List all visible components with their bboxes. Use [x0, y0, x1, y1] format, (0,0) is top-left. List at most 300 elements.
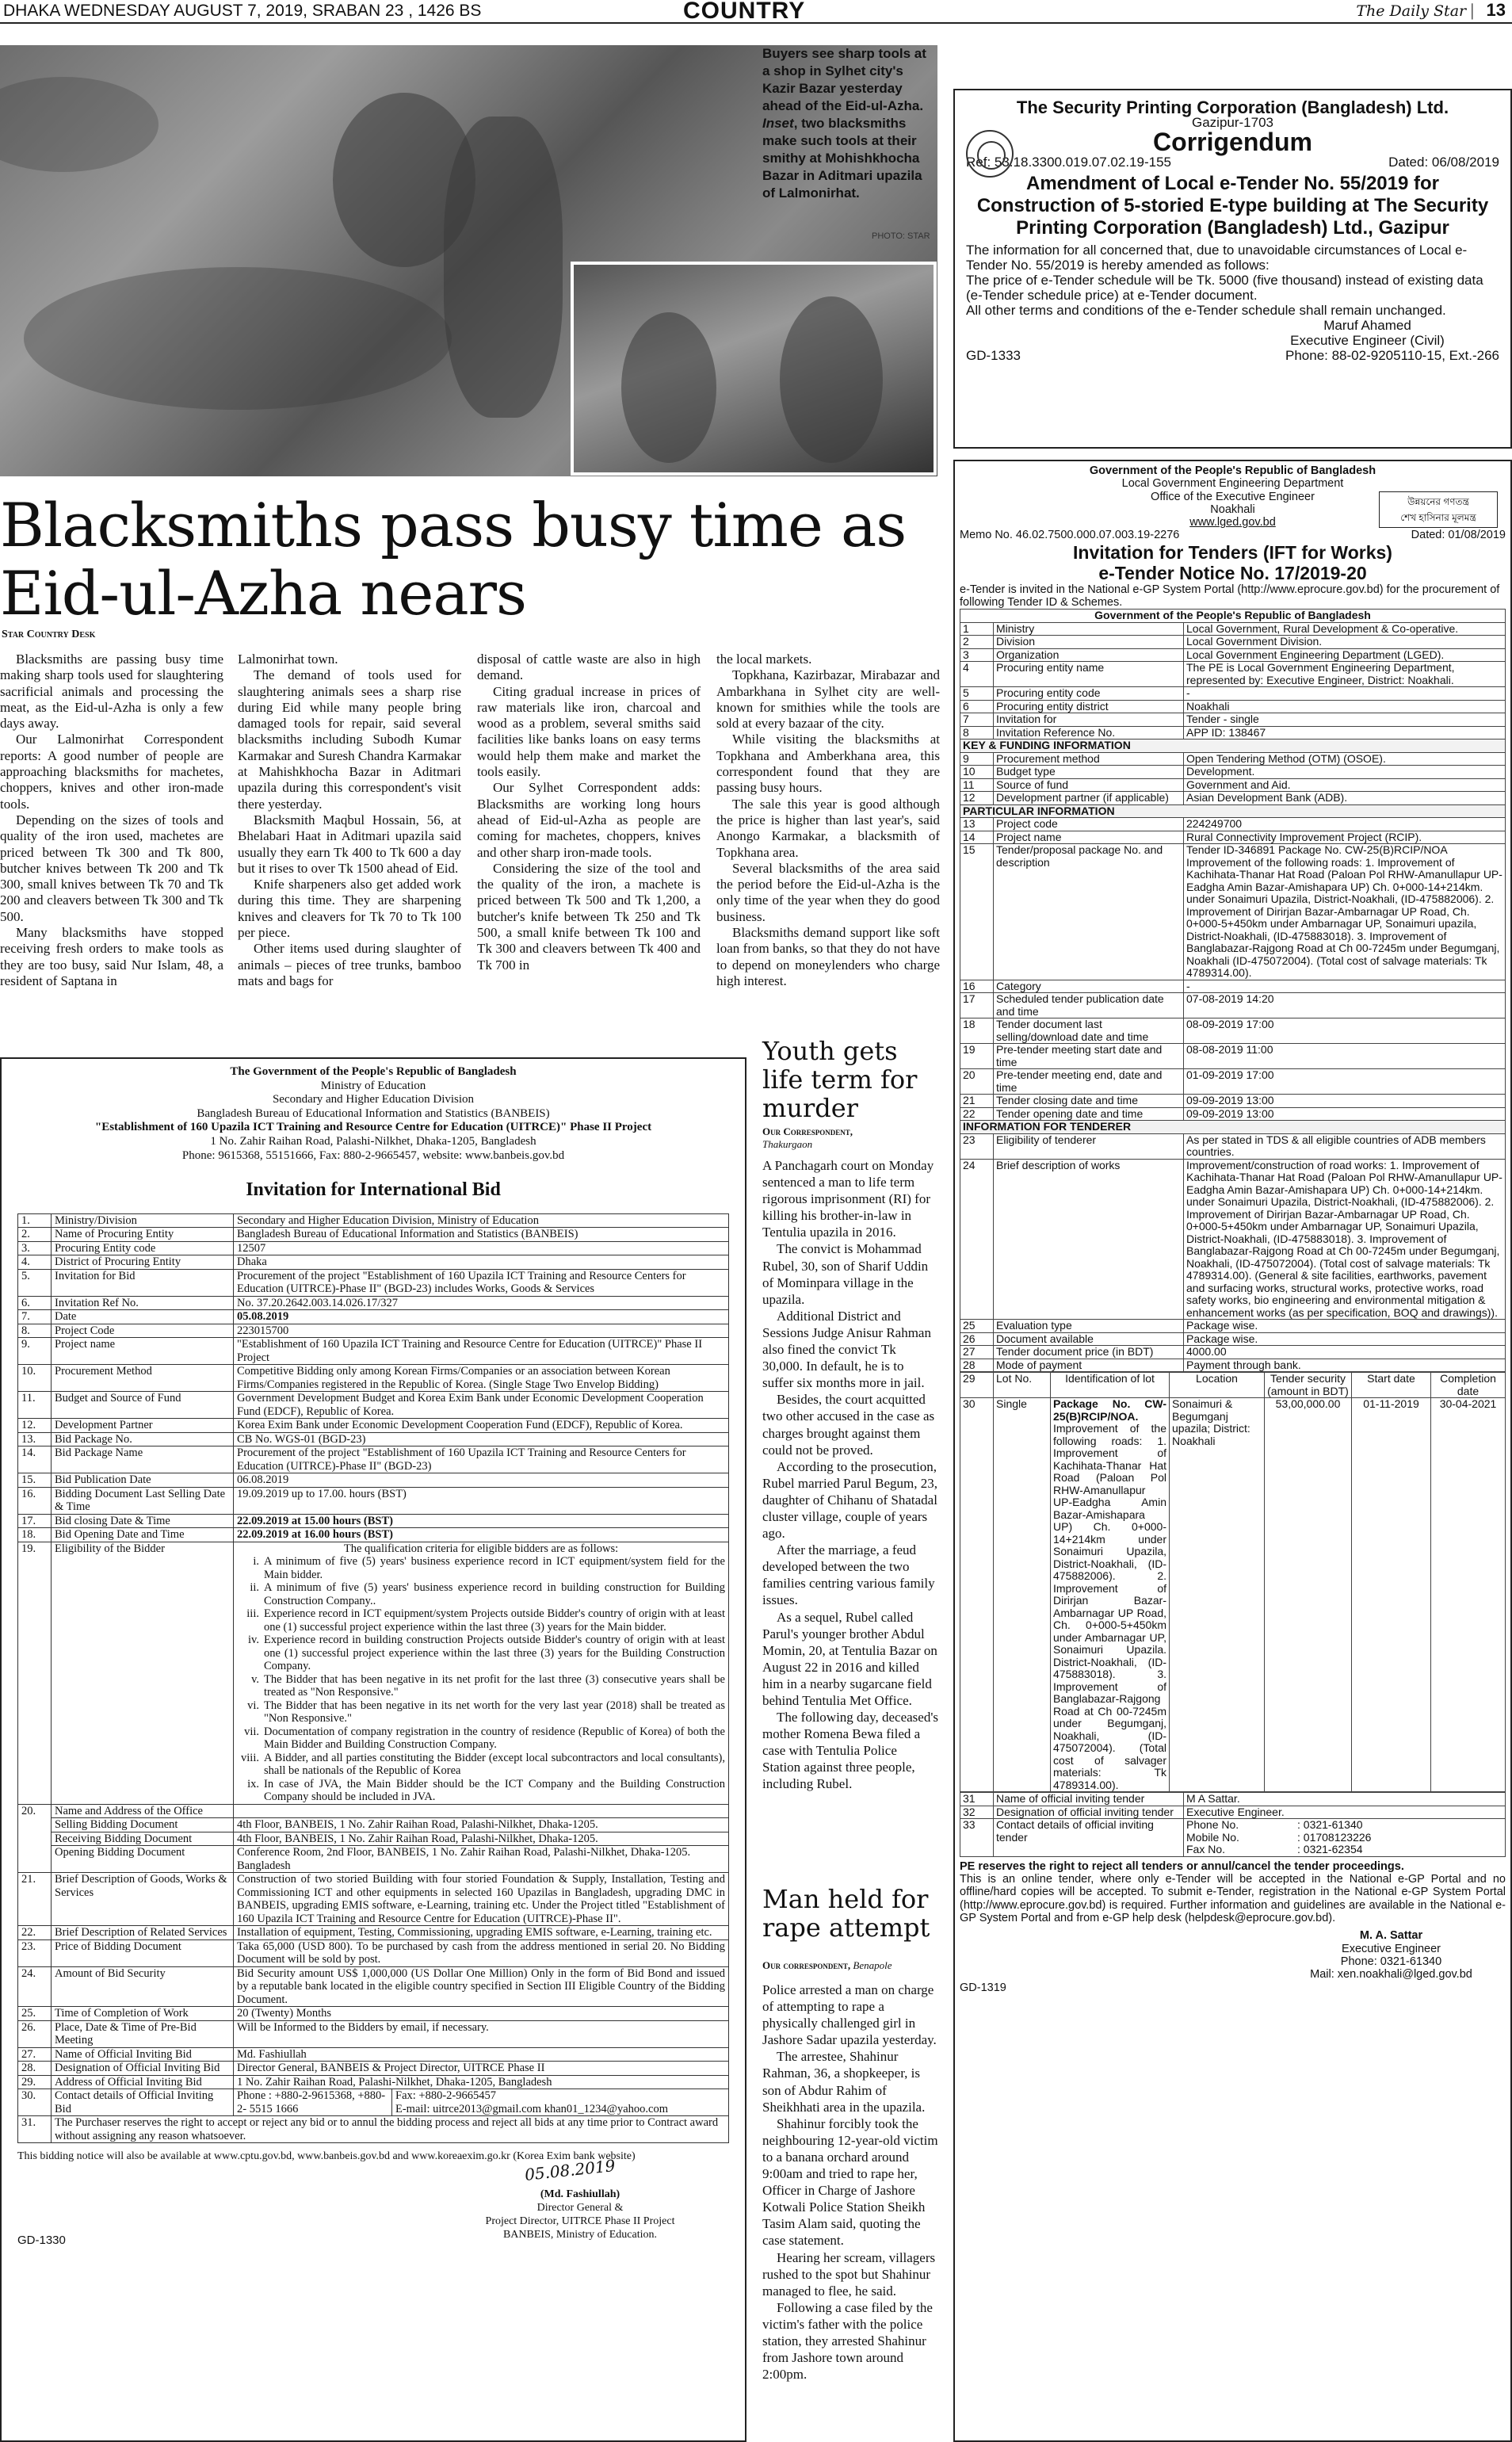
table-cell: Name and Address of the Office	[52, 1804, 234, 1818]
table-cell: Lot No.	[994, 1373, 1051, 1398]
table-cell: 26.	[18, 2020, 52, 2047]
table-cell: Phone No. : 0321-61340 Mobile No. : 01708123226 Fax No. : 0321-62354	[1184, 1819, 1506, 1857]
table-row	[18, 1338, 729, 1365]
table-row	[18, 1365, 729, 1392]
lged-h3: Office of the Executive Engineer	[1151, 490, 1315, 503]
table-row	[960, 1095, 1506, 1108]
table-cell: 22	[960, 1107, 994, 1121]
table-cell: Bangladesh Bureau of Educational Information and Statistics (BANBEIS)	[234, 1228, 729, 1242]
lged-website[interactable]: www.lged.gov.bd	[1189, 516, 1276, 529]
rape-body	[762, 1981, 938, 2383]
table-cell: 224249700	[1184, 818, 1506, 831]
table-cell: KEY & FUNDING INFORMATION	[960, 739, 1506, 753]
table-cell: Start date	[1352, 1373, 1431, 1398]
table-cell: Budget and Source of Fund	[52, 1392, 234, 1419]
table-cell: 15	[960, 844, 994, 980]
table-row	[960, 648, 1506, 662]
table-cell: Phone : +880-2-9615368, +880-2- 5515 1666	[234, 2089, 392, 2116]
lged-title: Invitation for Tenders (IFT for Works)	[1073, 541, 1392, 563]
table-cell: 09-09-2019 13:00	[1184, 1095, 1506, 1108]
table-row	[18, 1804, 729, 1818]
table-cell: Organization	[994, 648, 1184, 662]
lged-tender-ad	[953, 460, 1512, 2442]
table-row	[960, 818, 1506, 831]
ban-h5: "Establishment of 160 Upazila ICT Training and Resource Centre for Education (UITRCE)" Phase II Project	[94, 1121, 652, 1134]
table-cell: 01-11-2019	[1352, 1398, 1431, 1792]
table-cell: 6	[960, 700, 994, 713]
lged-code: GD-1319	[960, 1981, 1006, 1994]
table-row	[960, 1359, 1506, 1372]
table-row	[960, 636, 1506, 649]
table-row	[18, 1542, 729, 1804]
table-cell: 28	[960, 1359, 994, 1372]
table-cell: Budget type	[994, 766, 1184, 779]
table-cell: Director General, BANBEIS & Project Director, UITRCE Phase II	[234, 2062, 729, 2076]
table-cell: 25.	[18, 2007, 52, 2021]
table-cell: Contact details of official inviting tender	[994, 1819, 1184, 1857]
table-cell: 16.	[18, 1487, 52, 1514]
table-cell: Md. Fashiullah	[234, 2047, 729, 2062]
table-row	[960, 1332, 1506, 1346]
corr-date: Dated: 06/08/2019	[1388, 155, 1499, 170]
table-row	[960, 766, 1506, 779]
table-cell: Time of Completion of Work	[52, 2007, 234, 2021]
table-row	[18, 2007, 729, 2021]
table-row	[960, 1806, 1506, 1819]
table-cell: Procuring entity code	[994, 687, 1184, 701]
article-column-2	[238, 652, 461, 989]
lged-table-end	[960, 1792, 1506, 1857]
table-cell: INFORMATION FOR TENDERER	[960, 1121, 1506, 1134]
corr-sign-title: Executive Engineer (Civil)	[1290, 333, 1445, 348]
table-cell: Selling Bidding Document	[52, 1818, 234, 1832]
corr-title: Corrigendum	[1153, 128, 1312, 156]
youth-headline: Youth gets life term for murder	[762, 1036, 918, 1123]
table-row	[18, 2089, 729, 2116]
table-cell: Pre-tender meeting end, date and time	[994, 1069, 1184, 1095]
table-cell: Conference Room, 2nd Floor, BANBEIS, 1 No. Zahir Raihan Road, Palashi-Nilkhet, Dhaka-1205. Bangladesh	[234, 1846, 729, 1873]
lged-sign-title: Executive Engineer	[1342, 1942, 1441, 1955]
table-row	[960, 1121, 1506, 1134]
table-cell: Brief description of works	[994, 1159, 1184, 1320]
table-cell: Tender closing date and time	[994, 1095, 1184, 1108]
table-cell: Invitation Reference No.	[994, 726, 1184, 739]
table-row	[960, 831, 1506, 844]
table-cell: CB No. WGS-01 (BGD-23)	[234, 1432, 729, 1446]
table-cell: 05.08.2019	[234, 1310, 729, 1324]
table-cell: 6.	[18, 1296, 52, 1310]
table-cell: The PE is Local Government Engineering Department, represented by: Executive Engineer, District: Noakhali.	[1184, 662, 1506, 687]
table-cell: 1 No. Zahir Raihan Road, Palashi-Nilkhet, Dhaka-1205, Bangladesh	[234, 2075, 729, 2089]
table-row	[18, 2116, 729, 2143]
table-cell: 25	[960, 1320, 994, 1333]
lged-lot-table	[960, 1372, 1506, 1792]
table-cell: 06.08.2019	[234, 1473, 729, 1488]
table-cell: Procuring Entity code	[52, 1241, 234, 1255]
table-cell: Designation of official inviting tender	[994, 1806, 1184, 1819]
table-cell: Invitation for	[994, 713, 1184, 727]
table-cell: Opening Bidding Document	[52, 1846, 234, 1873]
table-cell: Ministry/Division	[52, 1213, 234, 1228]
table-row	[18, 1419, 729, 1433]
table-cell: Location	[1170, 1373, 1265, 1398]
table-cell: Open Tendering Method (OTM) (OSOE).	[1184, 752, 1506, 766]
table-cell: Amount of Bid Security	[52, 1966, 234, 2007]
paragraph: Shahinur forcibly took the neighbouring 12-year-old victim to a banana orchard around 9:00am and tried to rape her, Officer in Charge of Jashore Kotwali Police Station Sheikh Tasim Alam said, quoting the case statement.	[762, 2115, 938, 2249]
masthead-date: DHAKA WEDNESDAY AUGUST 7, 2019, SRABAN 23 , 1426 BS	[3, 2, 482, 20]
ban-signature-date: 05.08.2019	[523, 2155, 617, 2184]
table-cell: Payment through bank.	[1184, 1359, 1506, 1372]
paragraph: As a sequel, Rubel called Parul's younger brother Abdul Momin, 20, at Tentulia Bazar on August 22 in 2016 and killed him in a nearby sugarcane field behind Tentulia Met Office.	[762, 1609, 937, 1708]
table-cell: 1.	[18, 1213, 52, 1228]
table-cell: Government Development Budget and Korea Exim Bank under Economic Development Cooperation Fund (EDCF), Republic of Korea.	[234, 1392, 729, 1419]
paragraph: Lalmonirhat town.	[238, 652, 338, 667]
table-cell: 23	[960, 1133, 994, 1159]
table-cell: 223015700	[234, 1324, 729, 1338]
table-cell: 21.	[18, 1873, 52, 1926]
table-cell: Category	[994, 980, 1184, 993]
table-cell: As per stated in TDS & all eligible countries of ADB members countries.	[1184, 1133, 1506, 1159]
table-cell: Place, Date & Time of Pre-Bid Meeting	[52, 2020, 234, 2047]
paragraph: The following day, deceased's mother Romena Bewa filed a case with Tentulia Police Station against three people, including Rubel.	[762, 1710, 938, 1792]
table-cell: Name of official inviting tender	[994, 1793, 1184, 1806]
seal-icon	[966, 130, 1014, 178]
table-row	[18, 1528, 729, 1542]
corr-para-2: The price of e-Tender schedule will be Tk. 5000 (five thousand) instead of existing data (e-Tender schedule price) at e-Tender document.	[966, 273, 1483, 303]
table-cell: 12.	[18, 1419, 52, 1433]
ban-h1: The Government of the People's Republic of Bangladesh	[230, 1065, 517, 1078]
table-cell: Tender document price (in BDT)	[994, 1346, 1184, 1359]
table-cell: 31	[960, 1793, 994, 1806]
paragraph: The demand of tools used for slaughtering animals sees a sharp rise during Eid while many people bring damaged tools for repair, said several blacksmiths including Subodh Kumar Karmakar and Suresh Chandra Karmakar at Mahishkhocha Bazar in Aditmari upazila during this correspondent's visit there yesterday.	[238, 667, 461, 812]
table-cell: 7.	[18, 1310, 52, 1324]
table-cell: 22.	[18, 1926, 52, 1940]
table-cell: Dhaka	[234, 1255, 729, 1270]
corr-phone: Phone: 88-02-9205110-15, Ext.-266	[1285, 348, 1499, 363]
table-row	[960, 1044, 1506, 1069]
table-row	[960, 662, 1506, 687]
table-cell: 4000.00	[1184, 1346, 1506, 1359]
table-cell: 4th Floor, BANBEIS, 1 No. Zahir Raihan Road, Palashi-Nilkhet, Dhaka-1205.	[234, 1832, 729, 1846]
table-cell: 8.	[18, 1324, 52, 1338]
table-cell: Pre-tender meeting start date and time	[994, 1044, 1184, 1069]
table-cell: Development.	[1184, 766, 1506, 779]
paragraph: After the marriage, a feud developed between the two families centring various family issues.	[762, 1542, 935, 1608]
article-column-3	[477, 652, 701, 973]
rape-headline: Man held for rape attempt	[762, 1884, 930, 1943]
table-row	[960, 610, 1506, 623]
table-cell: 4th Floor, BANBEIS, 1 No. Zahir Raihan Road, Palashi-Nilkhet, Dhaka-1205.	[234, 1818, 729, 1832]
table-cell: 09-09-2019 13:00	[1184, 1107, 1506, 1121]
table-cell: 8	[960, 726, 994, 739]
corr-para-1: The information for all concerned that, due to unavoidable circumstances of Local e-Tender No. 55/2019 is hereby amended as follows:	[966, 243, 1468, 273]
corr-ref: Ref: 53.18.3300.019.07.02.19-155	[966, 155, 1171, 170]
table-row	[960, 993, 1506, 1018]
youth-body	[762, 1157, 938, 1793]
youth-byline: Our Correspondent, Thakurgaon	[762, 1125, 853, 1150]
lged-logo: উন্নয়নের গণতন্ত্র শেখ হাসিনার মূলমন্ত্র	[1379, 491, 1498, 528]
table-cell: District of Procuring Entity	[52, 1255, 234, 1270]
table-row	[18, 1241, 729, 1255]
table-cell: Taka 65,000 (USD 800). To be purchased by cash from the address mentioned in serial 20. No Bidding Document will be sold by post.	[234, 1939, 729, 1966]
table-cell: Bid Publication Date	[52, 1473, 234, 1488]
corr-sign-name: Maruf Ahamed	[1323, 318, 1411, 333]
table-cell: Noakhali	[1184, 700, 1506, 713]
table-cell: Government of the People's Republic of Bangladesh	[960, 610, 1506, 623]
table-row	[960, 844, 1506, 980]
table-row	[960, 752, 1506, 766]
table-cell: 14.	[18, 1446, 52, 1473]
table-row	[18, 1296, 729, 1310]
paragraph: Hearing her scream, villagers rushed to the spot but Shahinur managed to flee, he said.	[762, 2249, 936, 2299]
paragraph: The sale this year is good although the price is higher than last year's, said Anongo Karmakar, a blacksmith of Topkhana area.	[716, 796, 940, 860]
masthead	[0, 0, 1512, 24]
table-cell: Secondary and Higher Education Division, Ministry of Education	[234, 1213, 729, 1228]
table-row	[960, 1819, 1506, 1857]
table-cell: Receiving Bidding Document	[52, 1832, 234, 1846]
table-cell: Procurement method	[994, 752, 1184, 766]
table-cell: 53,00,000.00	[1265, 1398, 1352, 1792]
table-cell: Scheduled tender publication date and time	[994, 993, 1184, 1018]
table-cell: Package wise.	[1184, 1332, 1506, 1346]
table-row	[960, 1107, 1506, 1121]
table-cell: Identification of lot	[1051, 1373, 1170, 1398]
table-row	[18, 2075, 729, 2089]
table-cell: 9	[960, 752, 994, 766]
ban-footer: This bidding notice will also be available at www.cptu.gov.bd, www.banbeis.gov.bd and www.koreaexim.go.kr (Korea Exim bank website)	[17, 2150, 636, 2163]
lged-h4: Noakhali	[1210, 503, 1255, 516]
table-cell: M A Sattar.	[1184, 1793, 1506, 1806]
table-row	[960, 713, 1506, 727]
photo-caption: Buyers see sharp tools at a shop in Sylhet city's Kazir Bazar yesterday ahead of the Eid-ul-Azha. Inset, two blacksmiths make such tools at their smithy at Mohishkhocha Bazar in Aditmari upazila of Lalmonirhat.	[762, 46, 926, 201]
table-row	[960, 1159, 1506, 1320]
table-cell: 24.	[18, 1966, 52, 2007]
table-cell: 13	[960, 818, 994, 831]
table-row	[18, 1446, 729, 1473]
table-row	[960, 739, 1506, 753]
table-cell: Eligibility of the Bidder	[52, 1542, 234, 1804]
table-row	[960, 1793, 1506, 1806]
table-cell: Fax: +880-2-9665457 E-mail: uitrce2013@gmail.com khan01_1234@yahoo.com	[392, 2089, 729, 2116]
table-row	[18, 1966, 729, 2007]
table-cell: Package No. CW-25(B)RCIP/NOA. Improvement of the following roads: 1. Improvement of Kachihata-Thanar Hat Road (Paloan Pol RHW-Amanullapur UP-Eadgha Amin Bazar-Amishapara UP) Ch. 0+000-14+214km under Sonaimuri Upazila, District-Noakhali, (ID-475882006). 2. Improvement of Dirirjan Bazar-Ambarnagar UP Road, Ch. 0+000-5+450km under Ambarnagar UP, Sonaimuri Upazila. District-Noakhali, (ID-475883018). 3. Improvement of Banglabazar-Rajgong Road at Ch 00-7245m under Begumganj, Noakhali, (ID-475072004). (Total cost of salvager materials: Tk 4789314.00).	[1051, 1398, 1170, 1792]
table-cell: Source of fund	[994, 778, 1184, 792]
table-cell: 19	[960, 1044, 994, 1069]
table-cell: 27.	[18, 2047, 52, 2062]
paragraph: Considering the size of the tool and the quality of the iron, a machete is priced between Tk 500 and Tk 1,200, a butcher's knife between Tk 250 and Tk 500, a small knife between Tk 100 and Tk 300 and cleavers between Tk 400 and Tk 700 in	[477, 860, 701, 973]
table-cell: Project name	[994, 831, 1184, 844]
table-cell: Tender opening date and time	[994, 1107, 1184, 1121]
table-cell: Eligibility of tenderer	[994, 1133, 1184, 1159]
table-row	[18, 1473, 729, 1488]
table-cell: Name of Procuring Entity	[52, 1228, 234, 1242]
table-row	[960, 622, 1506, 636]
table-row	[960, 980, 1506, 993]
lged-sign-name: M. A. Sattar	[1359, 1929, 1423, 1943]
table-cell: Competitive Bidding only among Korean Firms/Companies or an association between Korean Firms/Companies registered in the Republic of Korea. (Single Stage Two Envelop Bidding)	[234, 1365, 729, 1392]
table-cell: Price of Bidding Document	[52, 1939, 234, 1966]
paragraph: Depending on the sizes of tools and quality of the iron used, machetes are priced between Tk 300 and Tk 800, butcher knives between Tk 200 and Tk 300, small knives between Tk 70 and Tk 200 and cleavers between Tk 300 and Tk 500.	[0, 812, 223, 924]
ban-h2: Ministry of Education	[320, 1079, 426, 1092]
table-row	[960, 1373, 1506, 1398]
table-cell: Date	[52, 1310, 234, 1324]
paragraph: According to the prosecution, Rubel married Parul Begum, 23, daughter of Chihanu of Shatadal cluster village, couple of years ago.	[762, 1458, 937, 1542]
table-cell: 19.	[18, 1542, 52, 1804]
section-title: COUNTRY	[683, 0, 806, 24]
table-cell: 26	[960, 1332, 994, 1346]
table-cell: The Purchaser reserves the right to accept or reject any bid or to annul the bidding process and reject all bids at any time prior to Contract award without assigning any reason whatsoever.	[52, 2116, 729, 2143]
corr-place: Gazipur-1703	[1191, 115, 1273, 130]
table-cell: 08-08-2019 11:00	[1184, 1044, 1506, 1069]
table-cell: -	[1184, 687, 1506, 701]
table-cell: Sonaimuri & Begumganj upazila; District: Noakhali	[1170, 1398, 1265, 1792]
table-cell: APP ID: 138467	[1184, 726, 1506, 739]
page-number: 13	[1486, 0, 1506, 20]
table-cell: Address of Official Inviting Bid	[52, 2075, 234, 2089]
table-row	[18, 1228, 729, 1242]
paragraph: Citing gradual increase in prices of raw materials like iron, charcoal and wood as a problem, several smiths said facilities like banks loans on easy terms would help them make and market the tools easily.	[477, 683, 701, 780]
table-row	[18, 1213, 729, 1228]
table-cell: 12	[960, 792, 994, 805]
table-cell: 21	[960, 1095, 994, 1108]
table-row	[18, 1818, 729, 1832]
paragraph: Police arrested a man on charge of attempting to rape a physically challenged girl in Jashore Sadar upazila yesterday.	[762, 1982, 937, 2048]
table-row	[960, 687, 1506, 701]
table-cell: Tender/proposal package No. and description	[994, 844, 1184, 980]
table-cell: Procuring entity name	[994, 662, 1184, 687]
paragraph: Blacksmith Maqbul Hossain, 56, at Bhelabari Haat in Aditmari upazila said usually they earn Tk 400 to Tk 600 a day but it rises to over Tk 1500 ahead of Eid.	[238, 812, 461, 876]
paragraph: Topkhana, Kazirbazar, Mirabazar and Ambarkhana in Sylhet city are well-known for smithies while the tools are sold at every bazaar of the city.	[716, 667, 940, 732]
table-cell: Procurement of the project "Establishment of 160 Upazila ICT Training and Resource Centers for Education (UITRCE)-Phase II" (BGD-23)	[234, 1446, 729, 1473]
table-cell: 23.	[18, 1939, 52, 1966]
table-cell: 19.09.2019 up to 17.00. hours (BST)	[234, 1487, 729, 1514]
table-cell: Korea Exim Bank under Economic Development Cooperation Fund (EDCF), Republic of Korea.	[234, 1419, 729, 1433]
table-row	[18, 1392, 729, 1419]
table-cell: 11.	[18, 1392, 52, 1419]
banbeis-bid-ad	[0, 1057, 746, 2442]
table-row	[960, 700, 1506, 713]
ban-sign-t3: BANBEIS, Ministry of Education.	[502, 2228, 658, 2241]
table-cell: Bidding Document Last Selling Date & Time	[52, 1487, 234, 1514]
paragraph: Our Sylhet Correspondent adds: Blacksmiths are working long hours ahead of Eid-ul-Azha as people are coming for machetes, choppers, knives and other sharp iron-made tools.	[477, 780, 701, 860]
table-cell: 13.	[18, 1432, 52, 1446]
table-cell: Local Government Division.	[1184, 636, 1506, 649]
table-row	[18, 1832, 729, 1846]
paragraph: Knife sharpeners also get added work during this time. They are sharpening knives and cleavers for Tk 70 to Tk 100 per piece.	[238, 877, 461, 941]
table-row	[960, 1018, 1506, 1044]
table-cell: 20 (Twenty) Months	[234, 2007, 729, 2021]
table-cell: Bid Package Name	[52, 1446, 234, 1473]
inset-photo	[571, 262, 937, 476]
table-cell: Name of Official Inviting Bid	[52, 2047, 234, 2062]
paragraph: Other items used during slaughter of animals – pieces of tree trunks, bamboo mats and bags for	[238, 941, 461, 988]
article-byline: Star Country Desk	[2, 629, 96, 640]
table-cell: Document available	[994, 1332, 1184, 1346]
article-column-4	[716, 652, 940, 989]
ban-sign-name: (Md. Fashiullah)	[540, 2188, 620, 2200]
paragraph: Blacksmiths demand support like soft loan from banks, so that they do not have to depend on moneylenders who charge high interest.	[716, 925, 940, 988]
paragraph: A Panchagarh court on Monday sentenced a man to life term rigorous imprisonment (RI) for killing his brother-in-law in Tentulia upazila in 2016.	[762, 1158, 934, 1240]
table-cell: 16	[960, 980, 994, 993]
table-row	[18, 1432, 729, 1446]
table-cell: 10	[960, 766, 994, 779]
table-cell: 2.	[18, 1228, 52, 1242]
paragraph: the local markets.	[716, 652, 812, 667]
table-cell: 1	[960, 622, 994, 636]
ban-sign-t2: Project Director, UITRCE Phase II Project	[485, 2215, 675, 2227]
table-cell: Ministry	[994, 622, 1184, 636]
table-cell: Executive Engineer.	[1184, 1806, 1506, 1819]
table-cell: 24	[960, 1159, 994, 1320]
table-cell: 28.	[18, 2062, 52, 2076]
table-cell: Invitation for Bid	[52, 1269, 234, 1296]
lged-subtitle: e-Tender Notice No. 17/2019-20	[1098, 562, 1367, 583]
table-cell: No. 37.20.2642.003.14.026.17/327	[234, 1296, 729, 1310]
corr-para-3: All other terms and conditions of the e-Tender schedule shall remain unchanged.	[966, 303, 1446, 318]
corr-subject: Amendment of Local e-Tender No. 55/2019 for Construction of 5-storied E-type building at The Security Printing Corporation (Bangladesh) Ltd., Gazipur	[976, 173, 1489, 239]
table-cell: Evaluation type	[994, 1320, 1184, 1333]
table-cell: "Establishment of 160 Upazila ICT Training and Resource Centre for Education (UITRCE)" Phase II Project	[234, 1338, 729, 1365]
table-cell: 3.	[18, 1241, 52, 1255]
lged-h1: Government of the People's Republic of Bangladesh	[1089, 464, 1376, 477]
lged-footer: This is an online tender, where only e-Tender will be accepted in the National e-GP Portal and no offline/hard copies will be accepted. To submit e-Tender, registration in the National e-GP System Portal (http://www.eprocure.gov.bd) is required. Further information and guidelines are available in the National e-GP System Portal and from e-GP help desk (helpdesk@eprocure.gov.bd).	[960, 1873, 1506, 1925]
table-cell: Development partner (if applicable)	[994, 792, 1184, 805]
table-cell: Project name	[52, 1338, 234, 1365]
table-cell: Brief Description of Related Services	[52, 1926, 234, 1940]
table-cell: Rural Connectivity Improvement Project (RCIP).	[1184, 831, 1506, 844]
table-cell: 10.	[18, 1365, 52, 1392]
table-row	[18, 1926, 729, 1940]
lged-sign-phone: Phone: 0321-61340	[1340, 1955, 1442, 1968]
table-cell: 31.	[18, 2116, 52, 2143]
table-row	[18, 2020, 729, 2047]
table-cell: 9.	[18, 1338, 52, 1365]
table-cell: Will be Informed to the Bidders by email, if necessary.	[234, 2020, 729, 2047]
paragraph: Our Lalmonirhat Correspondent reports: A good number of people are approaching blacksmiths for machetes, choppers, knives and other iron-made tools.	[0, 732, 223, 812]
table-cell: Mode of payment	[994, 1359, 1184, 1372]
table-cell: 11	[960, 778, 994, 792]
table-cell: 27	[960, 1346, 994, 1359]
table-cell: 17	[960, 993, 994, 1018]
table-cell: Invitation Ref No.	[52, 1296, 234, 1310]
table-cell: 5	[960, 687, 994, 701]
lged-memo: Memo No. 46.02.7500.000.07.003.19-2276	[960, 529, 1180, 542]
table-cell: 7	[960, 713, 994, 727]
ban-code: GD-1330	[17, 2233, 66, 2247]
paragraph: disposal of cattle waste are also in high demand.	[477, 652, 701, 683]
table-cell: Construction of two storied Building with four storied Foundation & Supply, Installation, Testing and Commissioning ICT and other equipments in selected 160 Upazilas in Bangladesh, upgrading DMC in BANBEIS, upgrading EMIS software, e-Learning, training etc. Under the Project titled "Establishment of 160 Upazila ICT Training and Resource Centre for Education (UITRCE)-Phase II".	[234, 1873, 729, 1926]
paragraph: While visiting the blacksmiths at Topkhana and Amberkhana area, this correspondent found that they are passing busy hours.	[716, 732, 940, 796]
table-cell: 29	[960, 1373, 994, 1398]
table-row	[960, 726, 1506, 739]
table-row	[18, 1846, 729, 1873]
paragraph: Following a case filed by the victim's father with the police station, they arrested Shahinur from Jashore town around 2:00pm.	[762, 2299, 933, 2383]
table-cell: -	[1184, 980, 1506, 993]
table-cell: Tender document last selling/download date and time	[994, 1018, 1184, 1044]
table-cell: 32	[960, 1806, 994, 1819]
paragraph: The arrestee, Shahinur Rahman, 36, a shopkeeper, is son of Abdur Rahim of Sheikhhati area in the upazila.	[762, 2049, 926, 2115]
table-cell: Bid Opening Date and Time	[52, 1528, 234, 1542]
table-row	[960, 1133, 1506, 1159]
ban-h3: Secondary and Higher Education Division	[272, 1093, 475, 1106]
lged-h2: Local Government Engineering Department	[1121, 477, 1344, 491]
table-cell: 14	[960, 831, 994, 844]
table-row	[960, 1398, 1506, 1792]
table-row	[960, 804, 1506, 818]
ban-h6: 1 No. Zahir Raihan Road, Palashi-Nilkhet, Dhaka-1205, Bangladesh	[210, 1134, 536, 1148]
table-cell: 12507	[234, 1241, 729, 1255]
lged-sign-mail: Mail: xen.noakhali@lged.gov.bd	[1310, 1968, 1472, 1981]
